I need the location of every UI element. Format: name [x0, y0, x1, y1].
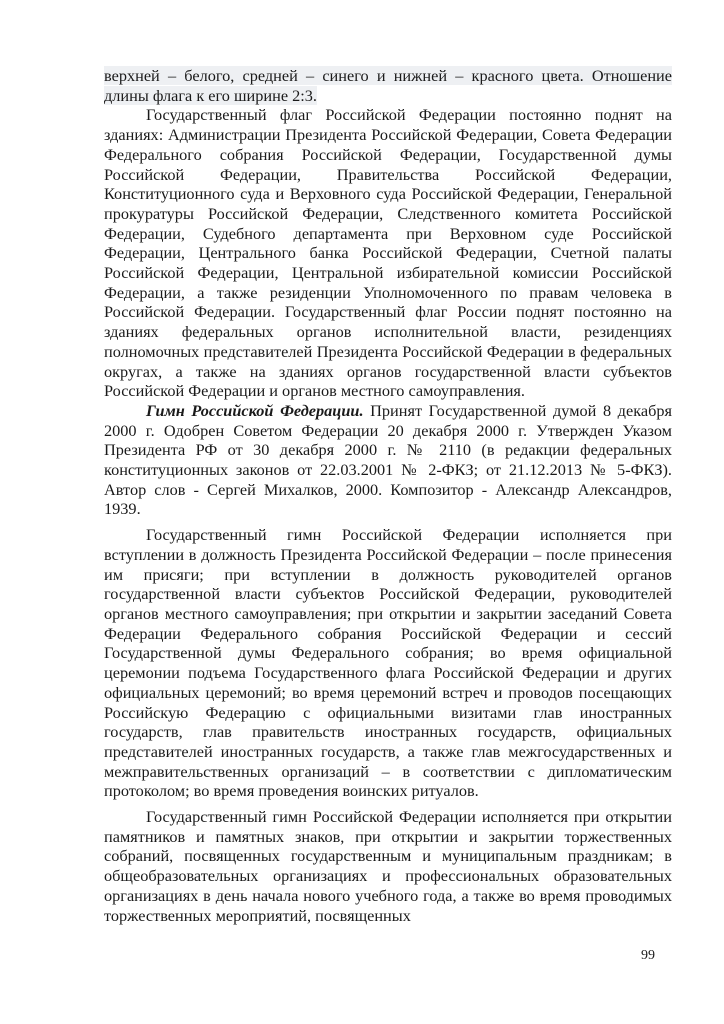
paragraph-flag-description-end	[104, 66, 672, 105]
paragraph-flag-buildings	[104, 105, 672, 401]
paragraph-text: Государственный флаг Российской Федерации постоянно поднят на зданиях: Администрации Президента Российской Федерации, Совета Федерации Федерального собрания Российской Федерации, Государственной думы Российской Федерации, Правительства Российской Федерации, Конституционного суда и Верховного суда Российской Федерации, Генеральной прокуратуры Российской Федерации, Следственного комитета Российской Федерации, Судебного департамента при Верховном суде Российской Федерации, Центрального банка Российской Федерации, Счетной палаты Российской Федерации, Центральной избирательной комиссии Российской Федерации, а также резиденции Уполномоченного по правам человека в Российской Федерации. Государственный флаг России поднят постоянно на зданиях федеральных органов исполнительной власти, резиденциях полномочных представителей Президента Российской Федерации в федеральных округах, а также на зданиях органов государственной власти субъектов Российской Федерации и органов местного самоуправления.	[104, 105, 672, 401]
paragraph-text: Государственный гимн Российской Федерации исполняется при открытии памятников и памятных знаков, при открытии и закрытии торжественных собраний, посвященных государственным и муниципальным праздникам; в общеобразовательных организациях и профессиональных образовательных организациях в день начала нового учебного года, а также во время проводимых торжественных мероприятий, посвященных	[104, 807, 672, 925]
paragraph-anthem-ceremonies	[104, 525, 672, 801]
section-title: Гимн Российской Федерации.	[146, 400, 364, 420]
paragraph-text: Принят Государственной думой 8 декабря 2000 г. Одобрен Советом Федерации 20 декабря 2000 г. Утвержден Указом Президента РФ от 30 декабря 2000 г. № 2110 (в редакции федеральных конституционных законов от 22.03.2001 № 2-ФКЗ; от 21.12.2013 № 5-ФКЗ). Автор слов - Сергей Михалков, 2000. Композитор - Александр Александров, 1939.	[104, 400, 672, 519]
highlighted-text: верхней – белого, средней – синего и нижней – красного цвета. Отношение длины флага к его ширине 2:3.	[104, 66, 672, 105]
paragraph-anthem-events	[104, 807, 672, 925]
page-number: 99	[641, 948, 655, 963]
paragraph-anthem-intro	[104, 401, 672, 519]
body-text	[104, 66, 672, 925]
paragraph-text: Государственный гимн Российской Федерации исполняется при вступлении в должность Президента Российской Федерации – после принесения им присяги; при вступлении в должность руководителей органов государственной власти субъектов Российской Федерации, руководителей органов местного самоуправления; при открытии и закрытии заседаний Совета Федерации Федерального собрания Российской Федерации и сессий Государственной думы Федерального собрания; во время официальной церемонии подъема Государственного флага Российской Федерации и других официальных церемоний; во время церемоний встреч и проводов посещающих Российскую Федерацию с официальными визитами глав иностранных государств, глав правительств иностранных государств, официальных представителей иностранных государств, а также глав межгосударственных и межправительственных организаций – в соответствии с дипломатическим протоколом; во время проведения воинских ритуалов.	[104, 525, 672, 801]
